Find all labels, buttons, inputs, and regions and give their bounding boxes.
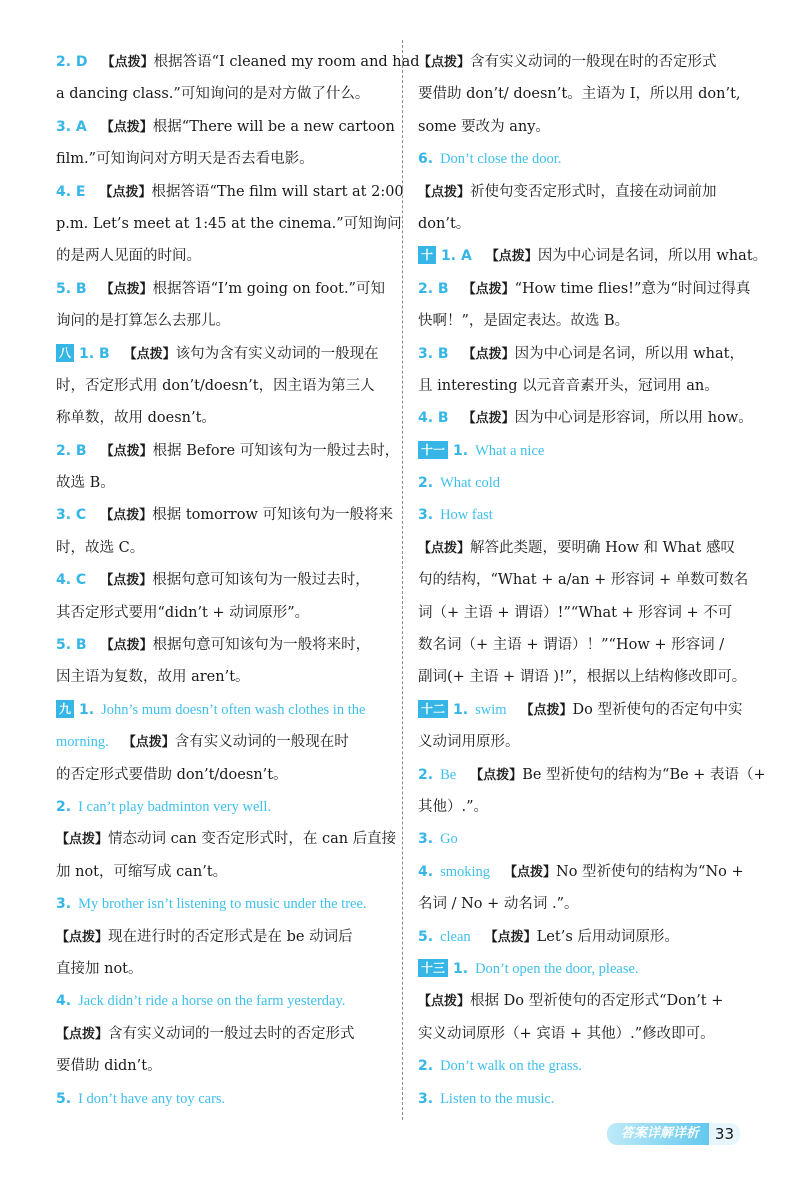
hint-tag: 【点拨】 [56,1026,109,1042]
text-line [418,985,746,1017]
hint-tag: 【点拨】 [100,638,153,654]
answer-text: I don’t have any toy cars. [78,1090,226,1107]
text-line [418,921,746,953]
text-line [56,208,402,240]
text-line [56,46,420,78]
text-line [56,921,388,953]
explanation-text: don’t。 [418,215,471,232]
text-line [418,564,749,596]
explanation-text: 根据 Before 可知该句为一般过去时， [152,442,400,459]
text-line [418,402,753,434]
section-marker: 八 [56,344,74,362]
explanation-text: film.”可知询问对方明天是否去看电影。 [56,151,314,168]
text-line [56,338,388,370]
text-line [56,661,388,693]
text-line [418,726,746,758]
text-line [56,888,388,920]
text-line [56,176,404,208]
answer-number: 2. B [56,442,87,459]
explanation-text: 实义动词原形（+ 宾语 + 其他）.”修改即可。 [418,1025,715,1042]
explanation-text: 数名词（+ 主语 + 谓语）！”“How + 形容词 / [418,637,725,654]
answer-number: 6. [418,151,434,168]
text-line [56,985,388,1017]
text-line [56,823,397,855]
hint-tag: 【点拨】 [418,55,471,70]
text-line [418,273,751,305]
answer-number: 3. [418,1090,434,1107]
explanation-text: Do 型祈使句的否定句中实 [572,701,743,718]
answer-number: 3. [418,507,434,524]
text-line [56,532,388,564]
answer-number: 3. A [56,118,87,135]
explanation-text: 其他）.”。 [418,798,489,815]
answer-text: Be [440,766,457,783]
text-line [418,240,768,272]
text-line [418,661,746,693]
hint-tag: 【点拨】 [123,346,176,362]
text-line [418,499,746,531]
explanation-text: 祈使句变否定形式时，直接在动词前加 [470,183,717,200]
text-line [56,240,388,272]
text-line [56,597,388,629]
text-line [418,1083,746,1115]
hint-tag: 【点拨】 [418,994,471,1010]
answer-text: John’s mum doesn’t often wash clothes in the [101,701,366,718]
text-line [418,694,746,726]
answer-text: Listen to the music. [440,1090,555,1107]
hint-tag: 【点拨】 [100,119,153,135]
hint-tag: 【点拨】 [101,55,154,70]
text-line [418,791,746,823]
text-line [418,143,746,175]
answer-number: 2. [56,798,72,815]
text-line [418,532,746,564]
section-marker: 十一 [418,441,448,459]
explanation-text: “How time flies!”意为“时间过得真 [514,280,751,297]
section-marker: 九 [56,700,74,718]
text-line [56,143,388,175]
text-line [56,953,388,985]
explanation-text: 副词(+ 主语 + 谓语 )!”，根据以上结构修改即可。 [418,669,747,686]
explanation-text: 因主语为复数，故用 aren’t。 [56,669,250,686]
hint-tag: 【点拨】 [418,184,471,200]
explanation-text: 且 interesting 以元音音素开头，冠词用 an。 [418,377,719,394]
explanation-text: 故选 B。 [56,475,115,492]
hint-tag: 【点拨】 [484,929,537,945]
footer-label: 答案详解详析 [607,1123,709,1145]
hint-tag: 【点拨】 [462,281,515,297]
answer-number: 3. C [56,507,87,524]
text-line [418,338,746,370]
hint-tag: 【点拨】 [100,281,153,297]
text-line [56,856,388,888]
explanation-text: 情态动词 can 变否定形式时，在 can 后直接 [108,831,397,848]
text-line [418,208,746,240]
explanation-text: 含有实义动词的一般过去时的否定形式 [108,1025,355,1042]
answer-number: 1. B [79,345,110,362]
answer-number: 2. [418,766,434,783]
explanation-text: 其否定形式要用“didn’t + 动词原形”。 [56,604,310,621]
answer-text: morning. [56,734,109,751]
answer-number: 1. [453,960,469,977]
explanation-text: 根据答语“I’m going on foot.”可知 [152,280,385,297]
section-marker: 十 [418,246,436,264]
explanation-text: 解答此类题，要明确 How 和 What 感叹 [470,539,735,556]
hint-tag: 【点拨】 [485,249,538,265]
text-line [418,597,746,629]
text-line [56,1083,388,1115]
answer-text: What cold [440,475,501,492]
text-line [418,46,746,78]
answer-text: swim [475,701,507,718]
text-line [418,176,746,208]
text-line [418,953,746,985]
answer-number: 5. [418,928,434,945]
answer-number: 2. [418,1058,434,1075]
answer-number: 1. A [441,248,472,265]
explanation-text: 含有实义动词的一般现在时的否定形式 [470,54,717,70]
explanation-text: 根据 tomorrow 可知该句为一般将来 [152,507,393,524]
explanation-text: 时，否定形式用 don’t/doesn’t，因主语为第三人 [56,377,375,394]
text-line [418,111,746,143]
answer-number: 4. [418,863,434,880]
answer-number: 3. [418,831,434,848]
answer-number: 2. D [56,54,88,70]
answer-number: 2. [418,475,434,492]
explanation-text: 直接加 not。 [56,960,143,977]
answer-text: I can’t play badminton very well. [78,798,272,815]
explanation-text: Be 型祈使句的结构为“Be + 表语（+ [522,766,766,783]
text-line [56,1018,388,1050]
text-line [56,435,400,467]
text-line [418,759,766,791]
explanation-text: 词（+ 主语 + 谓语）!”“What + 形容词 + 不可 [418,604,733,621]
text-line [418,888,746,920]
answer-text: Don’t open the door, please. [475,960,639,977]
right-column [418,46,768,1115]
explanation-text: 根据句意可知该句为一般过去时， [152,572,370,589]
text-line [56,78,388,110]
text-line [56,402,388,434]
answer-number: 4. [56,993,72,1010]
answer-text: Jack didn’t ride a horse on the farm yesterday. [78,993,346,1010]
answer-text: Don’t walk on the grass. [440,1058,582,1075]
answer-text: How fast [440,507,493,524]
text-line [56,111,395,143]
text-line [56,726,388,758]
text-line [56,629,388,661]
text-line [56,305,388,337]
explanation-text: Let’s 后用动词原形。 [536,928,679,945]
text-line [418,370,746,402]
page-number: 33 [709,1123,740,1145]
column-divider [402,40,403,1120]
answer-text: Go [440,831,458,848]
answer-number: 5. B [56,637,87,654]
explanation-text: 要借助 don’t/ doesn’t。主语为 I，所以用 don’t, [418,86,741,103]
explanation-text: a dancing class.”可知询问的是对方做了什么。 [56,86,370,103]
explanation-text: 含有实义动词的一般现在时 [174,734,349,751]
explanation-text: 时，故选 C。 [56,539,145,556]
text-line [56,370,388,402]
text-line [418,1050,746,1082]
hint-tag: 【点拨】 [100,508,153,524]
explanation-text: 的是两人见面的时间。 [56,248,201,265]
text-line [418,856,746,888]
hint-tag: 【点拨】 [462,411,515,427]
answer-number: 5. [56,1090,72,1107]
hint-tag: 【点拨】 [99,184,152,200]
hint-tag: 【点拨】 [56,832,109,848]
text-line [418,467,746,499]
text-line [56,564,388,596]
explanation-text: 根据答语“I cleaned my room and had [153,54,420,70]
explanation-text: 因为中心词是名词，所以用 what， [514,345,744,362]
section-marker: 十三 [418,959,448,977]
answer-number: 1. [453,442,469,459]
text-line [56,791,388,823]
page-footer [607,1123,740,1145]
explanation-text: 要借助 didn’t。 [56,1058,162,1075]
answer-text: Don’t close the door. [440,151,562,168]
answer-number: 3. B [418,345,449,362]
hint-tag: 【点拨】 [470,767,523,783]
text-line [418,78,746,110]
explanation-text: 根据“There will be a new cartoon [152,118,395,135]
text-line [56,273,388,305]
text-line [418,435,746,467]
explanation-text: 快啊！”，是固定表达。故选 B。 [418,313,630,330]
hint-tag: 【点拨】 [56,929,109,945]
answer-text: clean [440,928,471,945]
explanation-text: 称单数，故用 doesn’t。 [56,410,216,427]
explanation-text: 加 not，可缩写成 can’t。 [56,863,228,880]
answer-text: smoking [440,863,491,880]
answer-number: 2. B [418,280,449,297]
text-line [56,759,388,791]
section-marker: 十二 [418,700,448,718]
explanation-text: 根据 Do 型祈使句的否定形式“Don’t + [470,993,724,1010]
answer-number: 1. [453,701,469,718]
text-line [418,823,746,855]
hint-tag: 【点拨】 [122,735,175,751]
answer-text: What a nice [475,442,545,459]
text-line [56,694,388,726]
text-line [56,1050,388,1082]
text-line [56,499,393,531]
hint-tag: 【点拨】 [520,702,573,718]
text-line [418,1018,746,1050]
answer-number: 4. B [418,410,449,427]
explanation-text: 根据答语“The film will start at 2:00 [151,183,404,200]
explanation-text: 现在进行时的否定形式是在 be 动词后 [108,928,353,945]
explanation-text: 义动词用原形。 [418,734,520,751]
hint-tag: 【点拨】 [504,864,557,880]
answer-number: 4. E [56,183,86,200]
explanation-text: 该句为含有实义动词的一般现在 [175,345,379,362]
text-line [56,467,388,499]
text-line [418,305,746,337]
explanation-text: some 要改为 any。 [418,118,550,135]
answer-number: 3. [56,896,72,913]
hint-tag: 【点拨】 [100,573,153,589]
explanation-text: 询问的是打算怎么去那儿。 [56,313,230,330]
explanation-text: No 型祈使句的结构为“No + [556,863,744,880]
answer-number: 4. C [56,572,87,589]
left-column [56,46,420,1115]
explanation-text: 的否定形式要借助 don’t/doesn’t。 [56,766,288,783]
explanation-text: 句的结构，“What + a/an + 形容词 + 单数可数名 [418,572,749,589]
text-line [418,629,746,661]
explanation-text: 因为中心词是名词，所以用 what。 [537,248,768,265]
answer-number: 5. B [56,280,87,297]
hint-tag: 【点拨】 [418,540,471,556]
explanation-text: 根据句意可知该句为一般将来时， [152,637,371,654]
explanation-text: p.m. Let’s meet at 1:45 at the cinema.”可知询问 [56,215,402,232]
hint-tag: 【点拨】 [462,346,515,362]
explanation-text: 因为中心词是形容词，所以用 how。 [514,410,753,427]
answer-text: My brother isn’t listening to music under the tree. [78,896,367,913]
hint-tag: 【点拨】 [100,443,153,459]
explanation-text: 名词 / No + 动名词 .”。 [418,896,579,913]
answer-number: 1. [79,701,95,718]
